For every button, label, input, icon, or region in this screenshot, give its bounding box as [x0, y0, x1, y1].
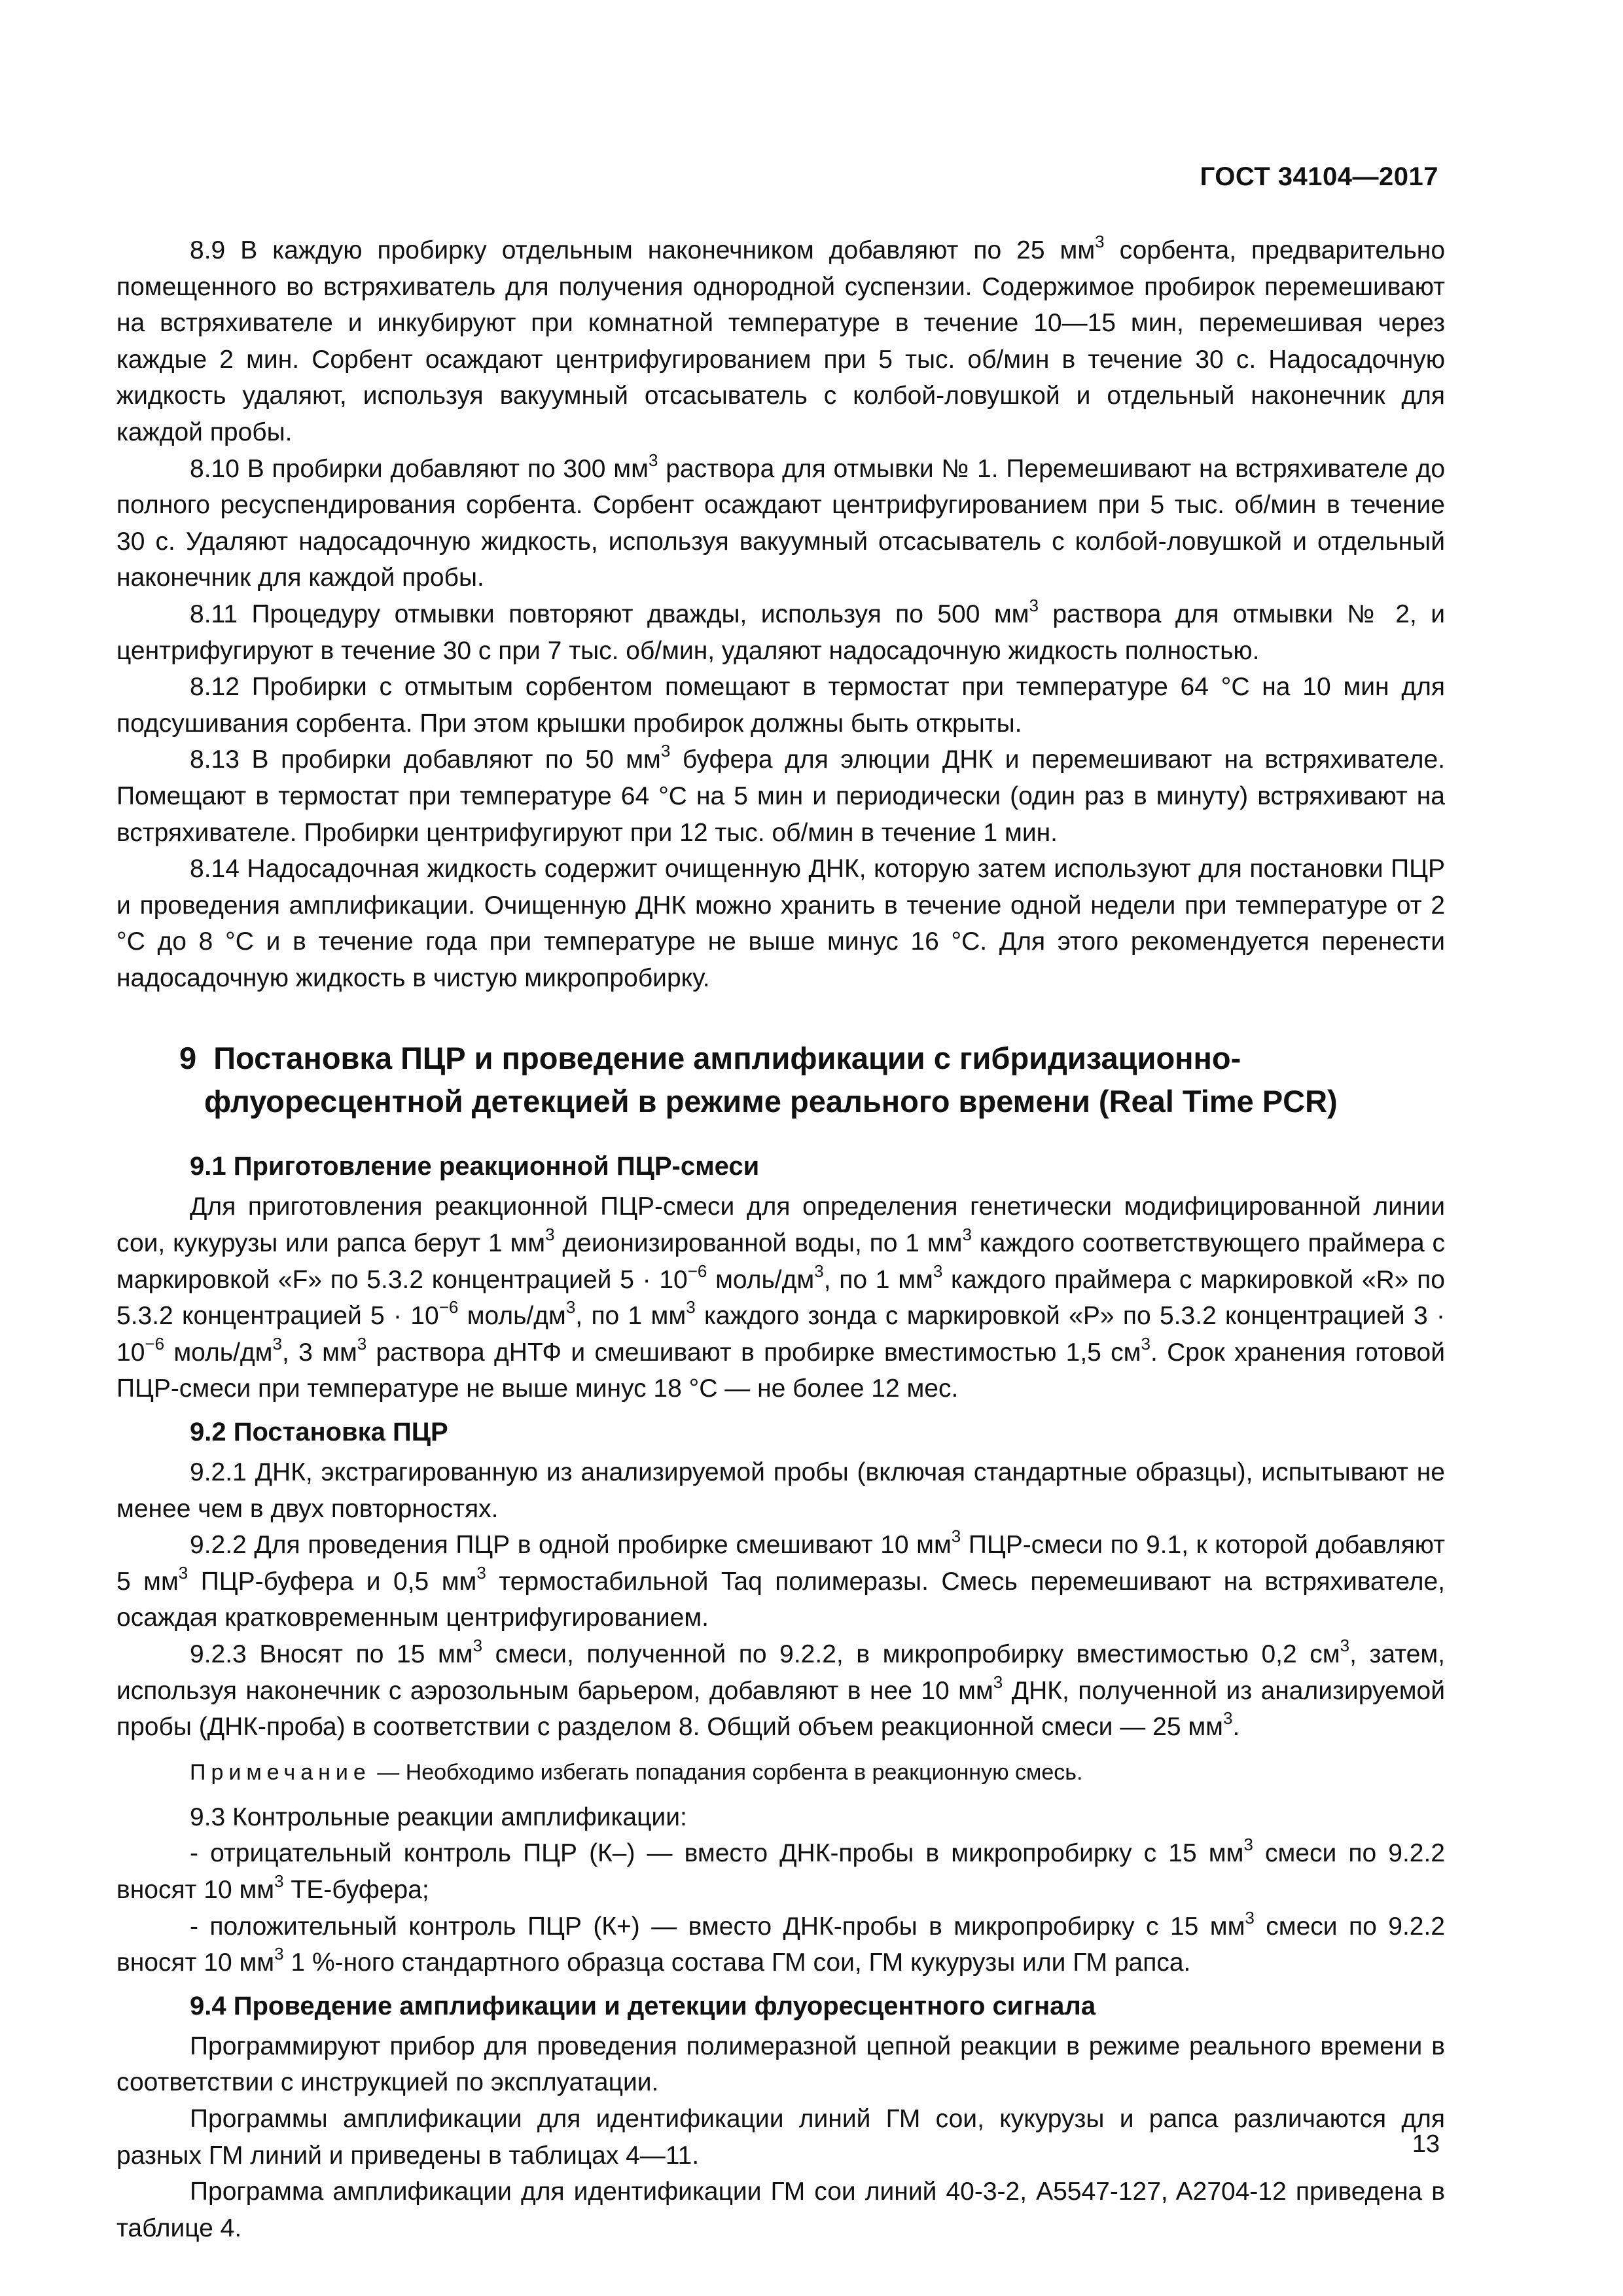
- page-header: ГОСТ 34104—2017: [1200, 162, 1438, 191]
- paragraph-9-2-3: 9.2.3 Вносят по 15 $мм^3$ смеси, полученной по 9.2.2, в микропробирку вместимостью 0,2 $см^3$, затем, используя наконечник с аэрозольным барьером, добавляют в нее 10 $мм^3$ ДНК, полученной из анализируемой пробы (ДНК-проба) в соответствии с разделом 8. Общий объем реакционной смеси — 25 $мм^3$.: [116, 1636, 1446, 1742]
- subsection-9-1-heading: 9.1 Приготовление реакционной ПЦР-смеси: [190, 1152, 760, 1181]
- section-9-heading: [116, 1037, 1445, 1123]
- document-body: [116, 232, 1445, 2246]
- paragraph-9-4-2: Программы амплификации для идентификации линий ГМ сои, кукурузы и рапса различаются для разных ГМ линий и приведены в таблицах 4—11.: [116, 2104, 1445, 2170]
- note-label: Примечание: [190, 1759, 371, 1785]
- paragraph-8-13: 8.13 В пробирки добавляют по 50 $мм^3$ буфера для элюции ДНК и перемешивают на встряхивателе. Помещают в термостат при температуре 64 °С на 5 мин и периодически (один раз в минуту) встряхивают на встряхивателе. Пробирки центрифугируют при 12 тыс. об/мин в течение 1 мин.: [116, 741, 1445, 847]
- paragraph-8-10: 8.10 В пробирки добавляют по 300 $мм^3$ раствора для отмывки № 1. Перемешивают на встряхивателе до полного ресуспендирования сорбента. Сорбент осаждают центрифугированием при 5 тыс. об/мин в течение 30 с. Удаляют надосадочную жидкость, используя вакуумный отсасыватель с колбой-ловушкой и отдельный наконечник для каждой пробы.: [116, 450, 1446, 592]
- paragraph-9-1: Для приготовления реакционной ПЦР-смеси для определения генетически модифицированной линии сои, кукурузы или рапса берут 1 $мм^3$ деионизированной воды, по 1 $мм^3$ каждого соответствующего праймера с маркировкой «F» по 5.3.2 концентрацией $5 \cdot 10^{-6}$ моль/$дм^3$, по 1 $мм^3$ каждого праймера с маркировкой «R» по 5.3.2 концентрацией $5 \cdot 10^{-6}$ моль/$дм^3$, по 1 $мм^3$ каждого зонда с маркировкой «P» по 5.3.2 концентрацией $3 \cdot 10^{-6}$ моль/$дм^3$, 3 $мм^3$ раствора дНТФ и смешивают в пробирке вместимостью 1,5 $см^3$. Срок хранения готовой ПЦР-смеси при температуре не выше минус 18 °С — не более 12 мес.: [116, 1193, 1445, 1403]
- paragraph-8-12: 8.12 Пробирки с отмытым сорбентом помещают в термостат при температуре 64 °С на 10 мин для подсушивания сорбента. При этом крышки пробирок должны быть открыты.: [116, 673, 1445, 738]
- paragraph-8-11: 8.11 Процедуру отмывки повторяют дважды, используя по 500 $мм^3$ раствора для отмывки № 2, и центрифугируют в течение 30 с при 7 тыс. об/мин, удаляют надосадочную жидкость полностью.: [116, 595, 1445, 665]
- section-9-title-line2: флуоресцентной детекцией в режиме реального времени (Real Time PCR): [204, 1084, 1338, 1119]
- page-number: 13: [1412, 2130, 1440, 2158]
- note: Примечание — Необходимо избегать попадания сорбента в реакционную смесь.: [190, 1759, 1083, 1785]
- paragraph-9-4-3: Программа амплификации для идентификации ГМ сои линий 40-3-2, A5547-127, A2704-12 приведена в таблице 4.: [116, 2178, 1445, 2242]
- list-item-negative-control: - отрицательный контроль ПЦР (К–) — вместо ДНК-пробы в микропробирку с 15 $мм^3$ смеси по 9.2.2 вносят 10 $мм^3$ ТЕ-буфера;: [116, 1835, 1445, 1904]
- subsection-9-2-heading: 9.2 Постановка ПЦР: [190, 1418, 448, 1447]
- section-9-title-line1: 9 Постановка ПЦР и проведение амплификации с гибридизационно-: [179, 1041, 1241, 1076]
- paragraph-8-14: 8.14 Надосадочная жидкость содержит очищенную ДНК, которую затем используют для постановки ПЦР и проведения амплификации. Очищенную ДНК можно хранить в течение одной недели при температуре от 2 °С до 8 °С и в течение года при температуре не выше минус 16 °С. Для этого рекомендуется перенести надосадочную жидкость в чистую микропробирку.: [116, 855, 1445, 992]
- list-item-positive-control: - положительный контроль ПЦР (К+) — вместо ДНК-пробы в микропробирку с 15 $мм^3$ смеси по 9.2.2 вносят 10 $мм^3$ 1 %-ного стандартного образца состава ГМ сои, ГМ кукурузы или ГМ рапса.: [116, 1907, 1445, 1977]
- paragraph-9-4-1: Программируют прибор для проведения полимеразной цепной реакции в режиме реального времени в соответствии с инструкцией по эксплуатации.: [116, 2032, 1445, 2097]
- paragraph-9-2-2: 9.2.2 Для проведения ПЦР в одной пробирке смешивают 10 $мм^3$ ПЦР-смеси по 9.1, к которой добавляют 5 $мм^3$ ПЦР-буфера и 0,5 $мм^3$ термостабильной Taq полимеразы. Смесь перемешивают на встряхивателе, осаждая кратковременным центрифугированием.: [116, 1526, 1445, 1632]
- paragraph-8-9: 8.9 В каждую пробирку отдельным наконечником добавляют по 25 $мм^3$ сорбента, предварительно помещенного во встряхиватель для получения однородной суспензии. Содержимое пробирок перемешивают на встряхивателе и инкубируют при комнатной температуре в течение 10—15 мин, перемешивая через каждые 2 мин. Сорбент осаждают центрифугированием при 5 тыс. об/мин в течение 30 с. Надосадочную жидкость удаляют, используя вакуумный отсасыватель с колбой-ловушкой и отдельный наконечник для каждой пробы.: [116, 232, 1446, 446]
- paragraph-9-3: 9.3 Контрольные реакции амплификации:: [190, 1803, 687, 1831]
- paragraph-9-2-1: 9.2.1 ДНК, экстрагированную из анализируемой пробы (включая стандартные образцы), испытывают не менее чем в двух повторностях.: [116, 1458, 1445, 1523]
- subsection-9-4-heading: 9.4 Проведение амплификации и детекции флуоресцентного сигнала: [190, 1991, 1096, 2020]
